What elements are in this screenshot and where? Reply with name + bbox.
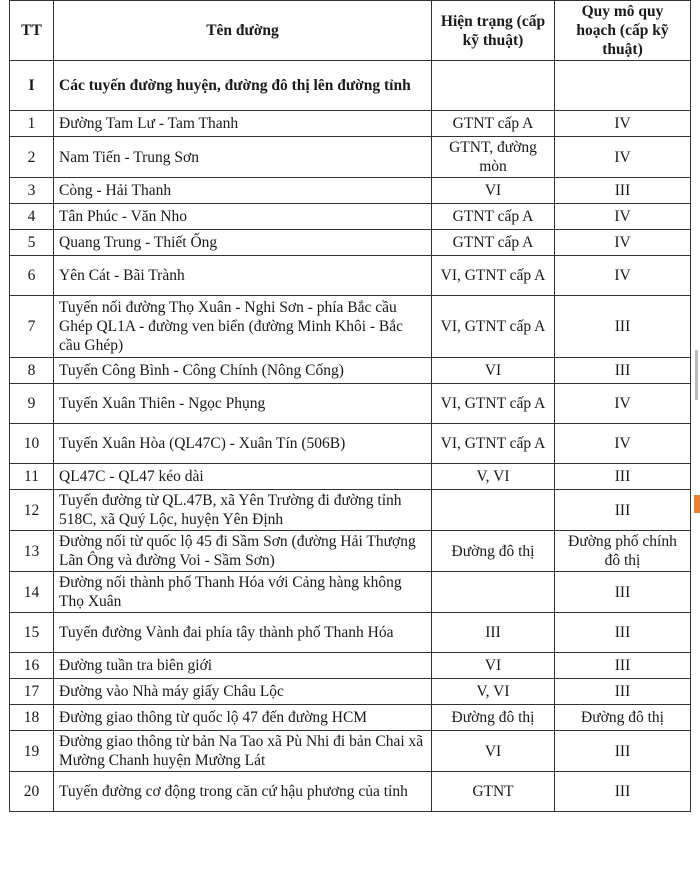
row-number: 17 [10, 679, 54, 705]
row-number: 20 [10, 772, 54, 812]
road-name: QL47C - QL47 kéo dài [54, 464, 432, 490]
table-row [10, 464, 691, 490]
current-grade: GTNT cấp A [432, 111, 555, 137]
current-grade: GTNT cấp A [432, 230, 555, 256]
scan-edge-mark [695, 350, 698, 400]
table-row [10, 296, 691, 358]
table-row [10, 531, 691, 572]
row-number: 16 [10, 653, 54, 679]
road-name: Đường Tam Lư - Tam Thanh [54, 111, 432, 137]
current-grade: VI [432, 358, 555, 384]
table-row [10, 705, 691, 731]
road-name: Tuyến đường cơ động trong căn cứ hậu phương của tỉnh [54, 772, 432, 812]
table-row [10, 490, 691, 531]
row-number: 4 [10, 204, 54, 230]
planned-grade: IV [555, 230, 691, 256]
row-number: 9 [10, 384, 54, 424]
row-number: 10 [10, 424, 54, 464]
table-row [10, 111, 691, 137]
row-number: 1 [10, 111, 54, 137]
section-current-empty [432, 61, 555, 111]
row-number: 13 [10, 531, 54, 572]
planned-grade: IV [555, 137, 691, 178]
road-name: Tuyến đường Vành đai phía tây thành phố Thanh Hóa [54, 613, 432, 653]
planned-grade: III [555, 613, 691, 653]
table-row [10, 358, 691, 384]
planned-grade: III [555, 178, 691, 204]
row-number: 2 [10, 137, 54, 178]
table-row [10, 731, 691, 772]
table-row [10, 230, 691, 256]
road-planning-table [9, 0, 691, 812]
current-grade: VI, GTNT cấp A [432, 296, 555, 358]
row-number: 7 [10, 296, 54, 358]
current-grade: VI [432, 653, 555, 679]
table-row [10, 772, 691, 812]
road-name: Tuyến nối đường Thọ Xuân - Nghi Sơn - phía Bắc cầu Ghép QL1A - đường ven biển (đường Minh Khôi - Bắc cầu Ghép) [54, 296, 432, 358]
table-row [10, 256, 691, 296]
current-grade: VI, GTNT cấp A [432, 256, 555, 296]
planned-grade: III [555, 358, 691, 384]
road-name: Đường vào Nhà máy giấy Châu Lộc [54, 679, 432, 705]
current-grade [432, 490, 555, 531]
scan-edge-tab [694, 495, 700, 513]
planned-grade: III [555, 490, 691, 531]
section-planned-empty [555, 61, 691, 111]
header-tt: TT [10, 1, 54, 61]
row-number: 12 [10, 490, 54, 531]
table-row [10, 572, 691, 613]
row-number: 5 [10, 230, 54, 256]
current-grade: V, VI [432, 464, 555, 490]
planned-grade: IV [555, 424, 691, 464]
current-grade: V, VI [432, 679, 555, 705]
planned-grade: III [555, 572, 691, 613]
section-tt: I [10, 61, 54, 111]
current-grade: Đường đô thị [432, 705, 555, 731]
current-grade: VI, GTNT cấp A [432, 384, 555, 424]
road-name: Tuyến Xuân Thiên - Ngọc Phụng [54, 384, 432, 424]
planned-grade: III [555, 296, 691, 358]
road-name: Quang Trung - Thiết Ống [54, 230, 432, 256]
road-name: Đường giao thông từ quốc lộ 47 đến đường HCM [54, 705, 432, 731]
current-grade: GTNT, đường mòn [432, 137, 555, 178]
header-row [10, 1, 691, 61]
road-name: Đường tuần tra biên giới [54, 653, 432, 679]
road-name: Tuyến Xuân Hòa (QL47C) - Xuân Tín (506B) [54, 424, 432, 464]
planned-grade: III [555, 731, 691, 772]
row-number: 6 [10, 256, 54, 296]
header-current: Hiện trạng (cấp kỹ thuật) [432, 1, 555, 61]
table-row [10, 679, 691, 705]
current-grade: VI [432, 178, 555, 204]
road-name: Tuyến đường từ QL.47B, xã Yên Trường đi đường tỉnh 518C, xã Quý Lộc, huyện Yên Định [54, 490, 432, 531]
table-row [10, 204, 691, 230]
planned-grade: IV [555, 111, 691, 137]
planned-grade: III [555, 772, 691, 812]
planned-grade: IV [555, 256, 691, 296]
current-grade [432, 572, 555, 613]
road-name: Nam Tiến - Trung Sơn [54, 137, 432, 178]
road-name: Đường giao thông từ bản Na Tao xã Pù Nhi đi bản Chai xã Mường Chanh huyện Mường Lát [54, 731, 432, 772]
section-row [10, 61, 691, 111]
row-number: 8 [10, 358, 54, 384]
section-title: Các tuyến đường huyện, đường đô thị lên đường tỉnh [54, 61, 432, 111]
header-name: Tên đường [54, 1, 432, 61]
planned-grade: Đường đô thị [555, 705, 691, 731]
header-planned: Quy mô quy hoạch (cấp kỹ thuật) [555, 1, 691, 61]
current-grade: VI, GTNT cấp A [432, 424, 555, 464]
planned-grade: III [555, 464, 691, 490]
table-row [10, 424, 691, 464]
table-row [10, 137, 691, 178]
road-name: Tân Phúc - Văn Nho [54, 204, 432, 230]
row-number: 14 [10, 572, 54, 613]
row-number: 19 [10, 731, 54, 772]
table-row [10, 613, 691, 653]
current-grade: Đường đô thị [432, 531, 555, 572]
planned-grade: IV [555, 204, 691, 230]
current-grade: VI [432, 731, 555, 772]
table-row [10, 178, 691, 204]
road-name: Tuyến Công Bình - Công Chính (Nông Cống) [54, 358, 432, 384]
planned-grade: III [555, 653, 691, 679]
row-number: 18 [10, 705, 54, 731]
table-row [10, 653, 691, 679]
road-name: Đường nối thành phố Thanh Hóa với Cảng hàng không Thọ Xuân [54, 572, 432, 613]
planned-grade: IV [555, 384, 691, 424]
current-grade: GTNT [432, 772, 555, 812]
road-name: Còng - Hải Thanh [54, 178, 432, 204]
row-number: 11 [10, 464, 54, 490]
planned-grade: III [555, 679, 691, 705]
road-name: Yên Cát - Bãi Trành [54, 256, 432, 296]
current-grade: III [432, 613, 555, 653]
row-number: 3 [10, 178, 54, 204]
road-name: Đường nối từ quốc lộ 45 đi Sầm Sơn (đường Hải Thượng Lãn Ông và đường Voi - Sầm Sơn) [54, 531, 432, 572]
table-row [10, 384, 691, 424]
current-grade: GTNT cấp A [432, 204, 555, 230]
row-number: 15 [10, 613, 54, 653]
planned-grade: Đường phố chính đô thị [555, 531, 691, 572]
